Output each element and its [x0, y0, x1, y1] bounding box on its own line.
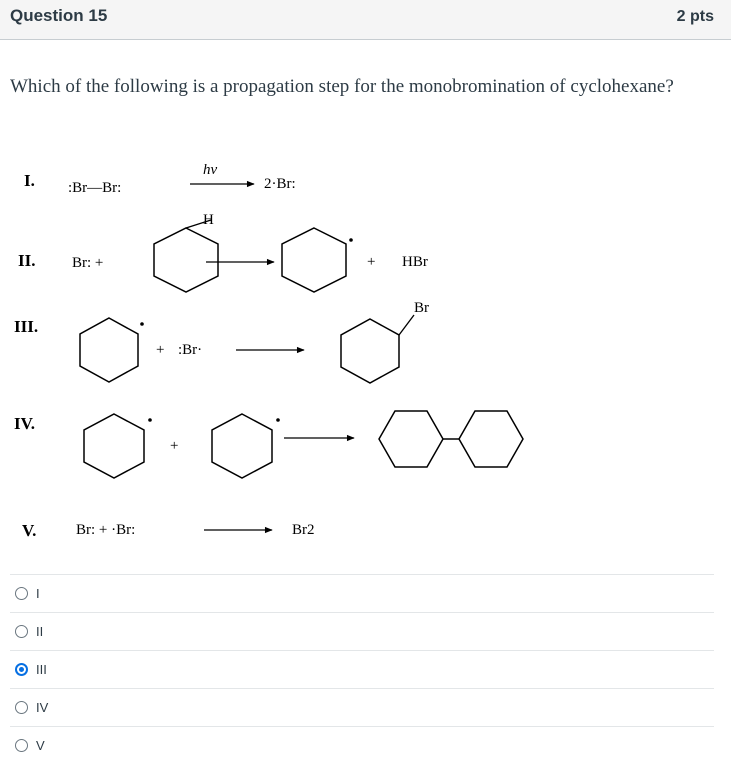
radio-button[interactable] [15, 701, 28, 714]
radio-button-selected[interactable] [15, 663, 28, 676]
answer-label: I [36, 586, 40, 601]
numeral-i: I. [24, 171, 35, 190]
numeral-iv: IV. [14, 414, 35, 433]
cyclohexane-ring [154, 228, 218, 292]
question-points: 2 pts [676, 8, 714, 25]
br-radical-reactant: Br: + [72, 255, 104, 271]
answer-label: III [36, 662, 47, 677]
plus-iii: + [156, 342, 165, 358]
cyclohexyl-radical-ring-iii [80, 318, 138, 382]
radical-dot-iv-b [276, 418, 280, 422]
question-title: Question 15 [10, 6, 108, 25]
radio-button[interactable] [15, 625, 28, 638]
answer-option-iii[interactable] [10, 650, 714, 688]
c-br-bond [399, 315, 414, 335]
radio-button[interactable] [15, 587, 28, 600]
answer-list [10, 574, 714, 764]
radical-dot [349, 238, 353, 242]
question-prompt: Which of the following is a propagation step for the monobromination of cyclohexane? [10, 76, 674, 97]
numeral-ii: II. [18, 251, 36, 270]
answer-option-iv[interactable] [10, 688, 714, 726]
numeral-iii: III. [14, 317, 39, 336]
br-radical-product: 2·Br: [264, 176, 296, 192]
radical-dot-iv-a [148, 418, 152, 422]
answer-label: V [36, 738, 45, 753]
numeral-v: V. [22, 521, 37, 540]
answer-label: IV [36, 700, 49, 715]
hv-condition: hv [203, 162, 218, 178]
plus-ii: + [367, 254, 376, 270]
bicyclohexyl-ring-a [379, 411, 443, 467]
br2-reactant: :Br—Br: [68, 180, 122, 196]
radical-dot-iii [140, 322, 144, 326]
question-header [0, 0, 731, 40]
br-radicals-v: Br: + ·Br: [76, 522, 136, 538]
answer-option-v[interactable] [10, 726, 714, 764]
radical-ring-iv-a [84, 414, 144, 478]
plus-iv: + [170, 438, 179, 454]
reaction-figure [10, 152, 530, 552]
radio-button[interactable] [15, 739, 28, 752]
answer-option-i[interactable] [10, 574, 714, 612]
bromocyclohexane-ring [341, 319, 399, 383]
br-radical-iii: :Br· [178, 342, 203, 358]
h-label: H [203, 212, 214, 228]
answer-label: II [36, 624, 44, 639]
answer-option-ii[interactable] [10, 612, 714, 650]
br2-product: Br2 [292, 522, 315, 538]
radical-ring-iv-b [212, 414, 272, 478]
hbr-product: HBr [402, 254, 428, 270]
bicyclohexyl-ring-b [459, 411, 523, 467]
cyclohexyl-radical-ring [282, 228, 346, 292]
br-label: Br [414, 300, 429, 316]
